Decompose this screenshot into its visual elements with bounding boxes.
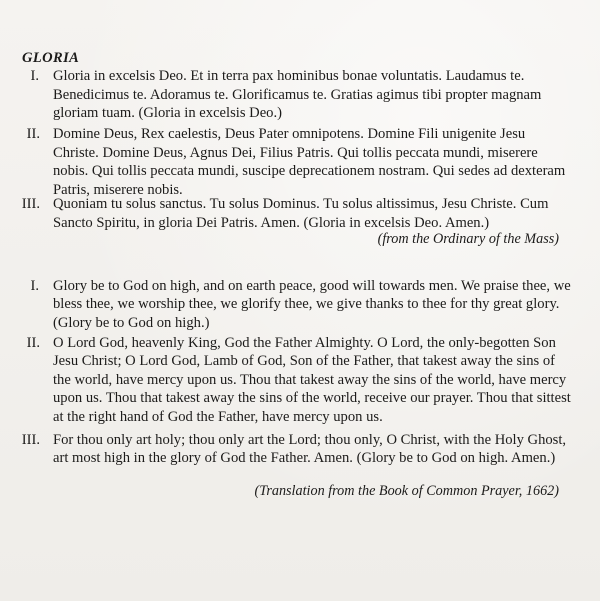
verse-number: II. (26, 335, 40, 351)
verse-number: II. (26, 126, 40, 142)
verse-number: I. (30, 68, 39, 84)
english-source-attribution: (Translation from the Book of Common Prayer, 1662) (254, 483, 559, 499)
verse-text: O Lord God, heavenly King, God the Father Almighty. O Lord, the only-begotten Son Jesu Christ; O Lord God, Lamb of God, Son of the Father, that takest away the sins of the world, have mercy upon us. Thou that takest away the sins of the world, have mercy upon us. Thou that takest away the sins of the world, receive our prayer. Thou that sittest at the right hand of God the Father, have mercy upon us. (53, 335, 571, 425)
verse-number: I. (30, 278, 39, 294)
verse-text: Quoniam tu solus sanctus. Tu solus Dominus. Tu solus altissimus, Jesu Christe. Cum Sancto Spiritu, in gloria Dei Patris. Amen. (Gloria in excelsis Deo. Amen.) (53, 196, 549, 231)
verse-number: III. (21, 196, 40, 212)
latin-source-attribution: (from the Ordinary of the Mass) (377, 231, 559, 247)
verse-text: Glory be to God on high, and on earth peace, good will towards men. We praise thee, we bless thee, we worship thee, we glorify thee, we give thanks to thee for thy great glory. (Glory be to God on high.) (53, 278, 571, 331)
verse-number: III. (21, 432, 40, 448)
page-title: GLORIA (22, 50, 80, 66)
verse-text: Domine Deus, Rex caelestis, Deus Pater omnipotens. Domine Fili unigenite Jesu Christe. Domine Deus, Agnus Dei, Filius Patris. Qui tollis peccata mundi, miserere nobis. Qui tollis peccata mundi, suscipe deprecationem nostram. Qui sedes ad dexteram Patris, miserere nobis. (53, 126, 566, 198)
verse-text: For thou only art holy; thou only art the Lord; thou only, O Christ, with the Holy Ghost, art most high in the glory of God the Father. Amen. (Glory be to God on high. Amen.) (53, 432, 567, 467)
verse-text: Gloria in excelsis Deo. Et in terra pax hominibus bonae voluntatis. Laudamus te. Benedicimus te. Adoramus te. Glorificamus te. Gratias agimus tibi propter magnam gloriam tuam. (Gloria in excelsis Deo.) (53, 68, 542, 122)
